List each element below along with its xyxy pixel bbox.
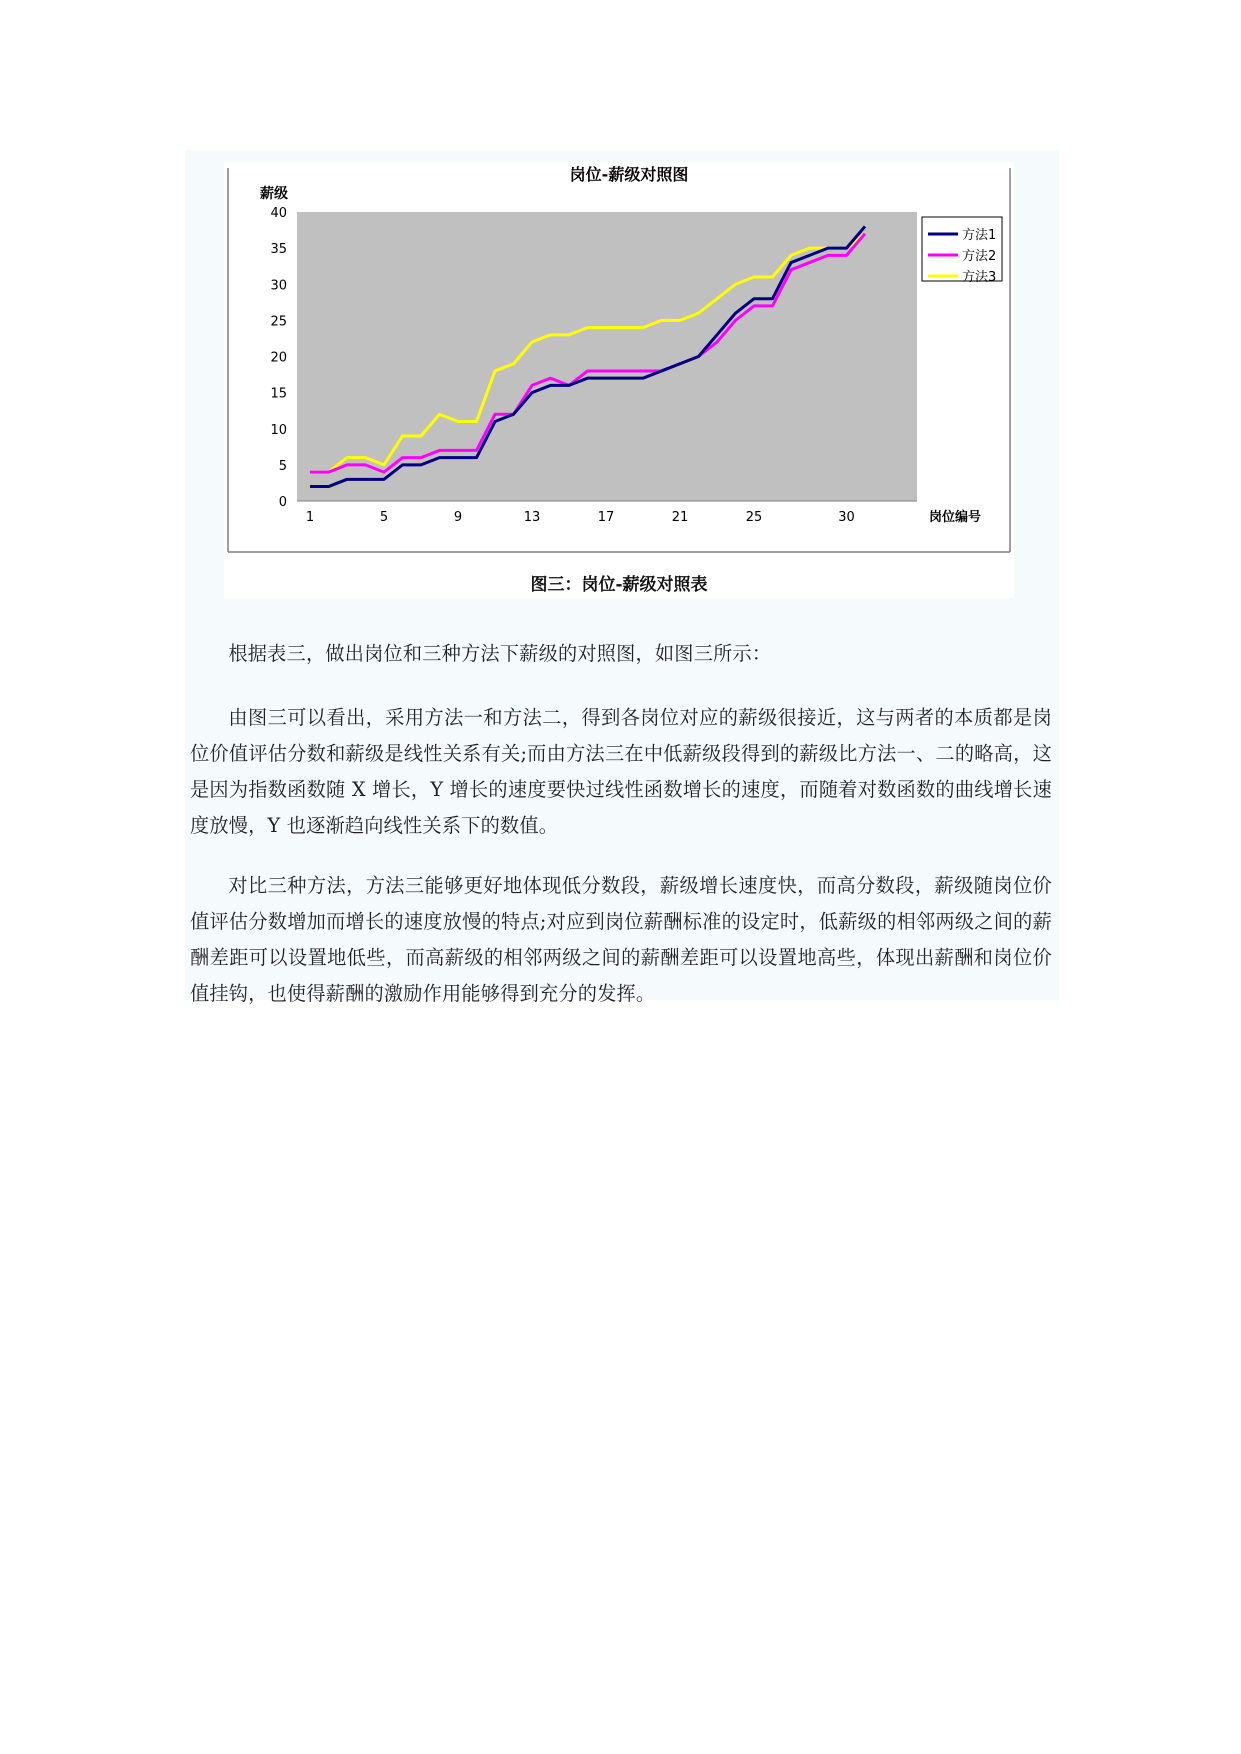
x-tick-label: 25 [745, 510, 763, 525]
salary-grade-chart [224, 162, 1014, 598]
y-axis-ticks [270, 206, 287, 510]
y-tick-label: 5 [278, 458, 287, 474]
y-axis-label: 薪级 [260, 186, 288, 202]
legend-label: 方法2 [962, 249, 997, 264]
y-tick-label: 20 [270, 350, 287, 366]
y-tick-label: 25 [270, 314, 287, 330]
x-tick-label: 30 [838, 510, 855, 525]
paragraph-3: 对比三种方法，方法三能够更好地体现低分数段，薪级增长速度快，而高分数段，薪级随岗位价值评估分数增加而增长的速度放慢的特点;对应到岗位薪酬标准的设定时，低薪级的相邻两级之间的薪酬差距可以设置地低些，而高薪级的相邻两级之间的薪酬差距可以设置地高些，体现出薪酬和岗位价值挂钩，也使得薪酬的激励作用能够得到充分的发挥。 [190, 874, 1052, 1005]
figure-block [224, 162, 1014, 598]
legend [922, 217, 1002, 285]
paragraph-2: 由图三可以看出，采用方法一和方法二，得到各岗位对应的薪级很接近，这与两者的本质都是岗位价值评估分数和薪级是线性关系有关;而由方法三在中低薪级段得到的薪级比方法一、二的略高，这是因为指数函数随 X 增长，Y 增长的速度要快过线性函数增长的速度，而随着对数函数的曲线增长速度放慢，Y 也逐渐趋向线性关系下的数值。 [190, 706, 1052, 837]
y-tick-label: 35 [270, 242, 287, 258]
chart-title: 岗位-薪级对照图 [569, 165, 689, 184]
y-tick-label: 0 [278, 495, 287, 510]
x-tick-label: 9 [453, 510, 463, 525]
x-tick-label: 1 [305, 510, 315, 525]
y-tick-label: 40 [270, 206, 287, 221]
x-tick-label: 17 [597, 510, 615, 525]
legend-label: 方法3 [962, 270, 997, 285]
y-tick-label: 10 [270, 422, 287, 438]
x-axis-ticks [306, 510, 855, 525]
x-tick-label: 5 [379, 510, 389, 525]
legend-label: 方法1 [962, 228, 997, 243]
figure-caption: 图三：岗位-薪级对照表 [530, 575, 708, 595]
paragraph-1: 根据表三，做出岗位和三种方法下薪级的对照图，如图三所示： [228, 642, 772, 665]
x-tick-label: 13 [523, 510, 541, 525]
x-axis-label: 岗位编号 [929, 510, 982, 525]
y-tick-label: 15 [270, 386, 287, 402]
y-tick-label: 30 [270, 278, 287, 294]
x-tick-label: 21 [671, 510, 689, 525]
